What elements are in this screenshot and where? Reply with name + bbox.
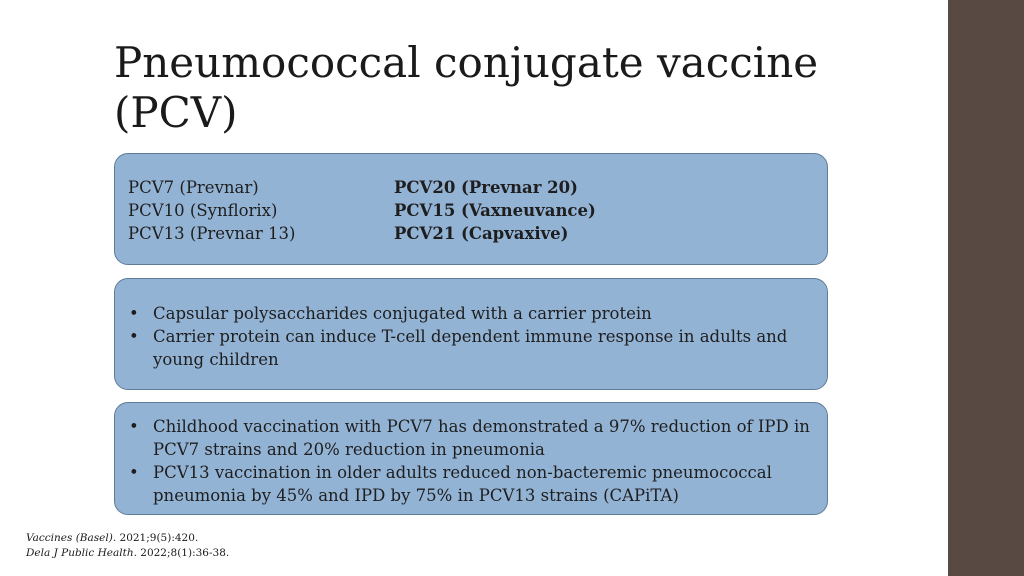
newer-vaccines-column (394, 176, 596, 245)
slide-title (114, 38, 914, 138)
vaccine-list-box (114, 153, 828, 265)
older-vaccines-column (128, 176, 295, 245)
bullet-text: Capsular polysaccharides conjugated with a carrier protein (153, 304, 652, 323)
efficacy-box (114, 402, 828, 515)
side-accent-bar (948, 0, 1024, 576)
reference-citation: 2021;9(5):420. (116, 532, 199, 544)
vaccine-item: PCV10 (Synflorix) (128, 201, 278, 220)
bullet-icon: • (129, 304, 139, 323)
bullet-text: PCV13 vaccination in older adults reduced non-bacteremic pneumococcal pneumonia by 45% and IPD by 75% in PCV13 strains (CAPiTA) (153, 463, 772, 505)
reference-journal: Dela J Public Health (26, 547, 134, 559)
reference-item (26, 531, 229, 546)
bullet-text: Childhood vaccination with PCV7 has demonstrated a 97% reduction of IPD in PCV7 strains and 20% reduction in pneumonia (153, 417, 810, 459)
vaccine-item: PCV15 (Vaxneuvance) (394, 201, 596, 220)
reference-item (26, 546, 229, 561)
bullet-icon: • (129, 327, 139, 346)
vaccine-item: PCV7 (Prevnar) (128, 178, 259, 197)
reference-journal: Vaccines (Basel). (26, 532, 117, 544)
vaccine-item: PCV13 (Prevnar 13) (128, 224, 296, 243)
bullet-item (127, 461, 817, 507)
reference-citation: . 2022;8(1):36-38. (133, 547, 230, 559)
title-line-1: Pneumococcal conjugate vaccine (114, 38, 819, 87)
bullet-item (127, 325, 817, 371)
bullet-icon: • (129, 463, 139, 482)
mechanism-box (114, 278, 828, 390)
vaccine-item: PCV20 (Prevnar 20) (394, 178, 578, 197)
title-line-2: (PCV) (114, 88, 238, 137)
vaccine-item: PCV21 (Capvaxive) (394, 224, 569, 243)
bullet-item (127, 415, 817, 461)
bullet-item (127, 302, 817, 325)
bullet-text: Carrier protein can induce T-cell dependent immune response in adults and young children (153, 327, 788, 369)
references (26, 531, 229, 561)
efficacy-bullet-list (127, 415, 817, 507)
bullet-icon: • (129, 417, 139, 436)
mechanism-bullet-list (127, 302, 817, 371)
